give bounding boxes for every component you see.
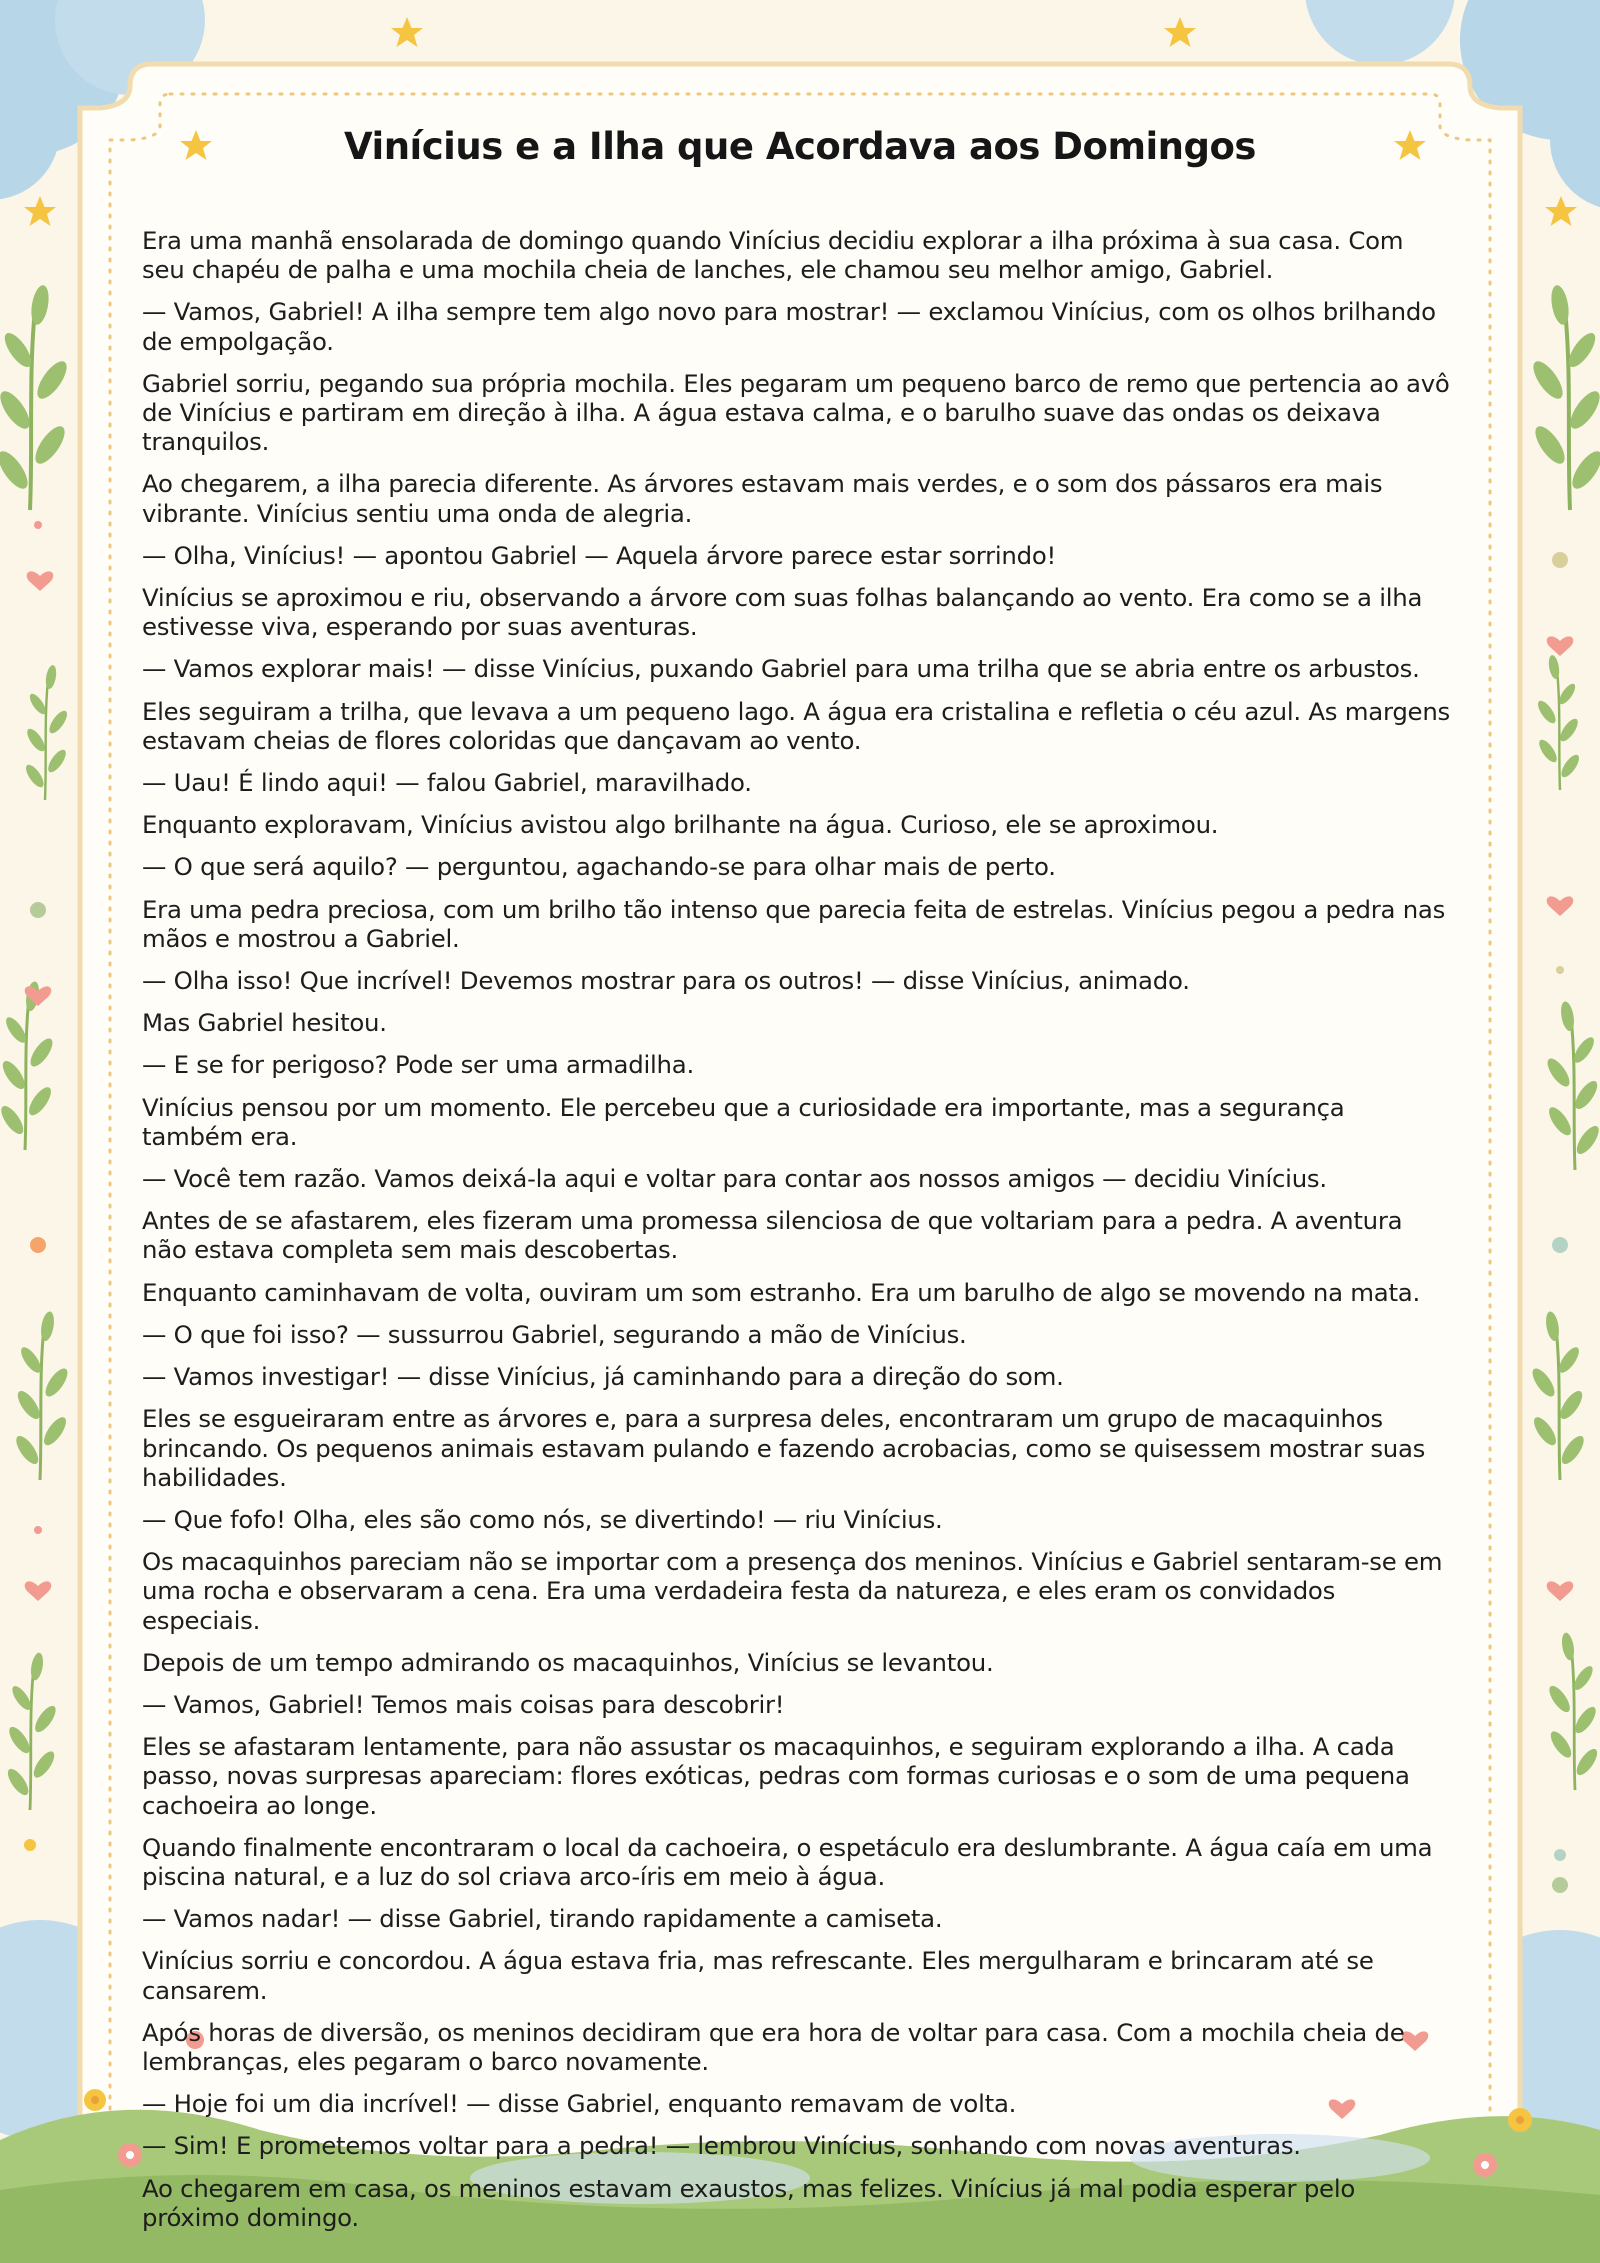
story-paragraph: Quando finalmente encontraram o local da cachoeira, o espetáculo era deslumbrante. A água caía em uma piscina natural, e a luz do sol criava arco-íris em meio à água.: [142, 1832, 1433, 1891]
story-paragraph: — Sim! E prometemos voltar para a pedra! — lembrou Vinícius, sonhando com novas aventuras.: [142, 2131, 1301, 2161]
story-paragraph: Eles seguiram a trilha, que levava a um pequeno lago. A água era cristalina e refletia o céu azul. As margens estavam cheias de flores coloridas que dançavam ao vento.: [142, 696, 1450, 755]
story-paragraph: — Vamos, Gabriel! Temos mais coisas para descobrir!: [142, 1689, 785, 1719]
story-body: [142, 226, 1452, 2245]
story-paragraph: — Vamos explorar mais! — disse Vinícius, puxando Gabriel para uma trilha que se abria entre os arbustos.: [142, 654, 1420, 684]
story-paragraph: — Olha isso! Que incrível! Devemos mostrar para os outros! — disse Vinícius, animado.: [142, 966, 1190, 996]
story-paragraph: Os macaquinhos pareciam não se importar com a presença dos meninos. Vinícius e Gabriel sentaram-se em uma rocha e observaram a cena. Era uma verdadeira festa da natureza, e eles eram os convidados especiais.: [142, 1547, 1443, 1635]
story-paragraph: Vinícius pensou por um momento. Ele percebeu que a curiosidade era importante, mas a segurança também era.: [142, 1092, 1345, 1151]
story-paragraph: — Uau! É lindo aqui! — falou Gabriel, maravilhado.: [142, 768, 752, 798]
story-paragraph: Era uma pedra preciosa, com um brilho tão intenso que parecia feita de estrelas. Vinícius pegou a pedra nas mãos e mostrou a Gabriel.: [142, 894, 1446, 953]
leaves-right: [1528, 284, 1600, 1790]
story-paragraph: Vinícius sorriu e concordou. A água estava fria, mas refrescante. Eles mergulharam e brincaram até se cansarem.: [142, 1946, 1374, 2005]
story-paragraph: Antes de se afastarem, eles fizeram uma promessa silenciosa de que voltariam para a pedra. A aventura não estava completa sem mais descobertas.: [142, 1206, 1403, 1265]
story-paragraph: — Vamos investigar! — disse Vinícius, já caminhando para a direção do som.: [142, 1362, 1064, 1392]
story-paragraph: Enquanto caminhavam de volta, ouviram um som estranho. Era um barulho de algo se movendo na mata.: [142, 1277, 1420, 1307]
story-title: Vinícius e a Ilha que Acordava aos Domingos: [344, 125, 1256, 168]
story-paragraph: Após horas de diversão, os meninos decidiram que era hora de voltar para casa. Com a mochila cheia de lembranças, eles pegaram o barco novamente.: [142, 2017, 1405, 2076]
story-paragraph: — Olha, Vinícius! — apontou Gabriel — Aquela árvore parece estar sorrindo!: [142, 540, 1057, 570]
story-paragraph: — Vamos, Gabriel! A ilha sempre tem algo novo para mostrar! — exclamou Vinícius, com os olhos brilhando de empolgação.: [142, 297, 1436, 356]
story-paragraph: Gabriel sorriu, pegando sua própria mochila. Eles pegaram um pequeno barco de remo que pertencia ao avô de Vinícius e partiram em direção à ilha. A água estava calma, e o barulho suave das ondas os deixava tranquilos.: [142, 368, 1450, 457]
story-paragraph: — O que foi isso? — sussurrou Gabriel, segurando a mão de Vinícius.: [142, 1319, 967, 1349]
story-paragraph: Mas Gabriel hesitou.: [142, 1008, 387, 1038]
story-paragraph: — O que será aquilo? — perguntou, agachando-se para olhar mais de perto.: [142, 852, 1056, 882]
story-paragraph: Eles se esgueiraram entre as árvores e, para a surpresa deles, encontraram um grupo de macaquinhos brincando. Os pequenos animais estavam pulando e fazendo acrobacias, como se quisessem mostrar suas habilidades.: [142, 1404, 1426, 1492]
story-paragraph: Eles se afastaram lentamente, para não assustar os macaquinhos, e seguiram explorando a ilha. A cada passo, novas surpresas apareciam: flores exóticas, pedras com formas curiosas e o som de uma pequena cachoeira ao longe.: [142, 1732, 1410, 1820]
leaves-left: [0, 284, 72, 1810]
story-paragraph: Depois de um tempo admirando os macaquinhos, Vinícius se levantou.: [142, 1647, 994, 1677]
story-paragraph: Era uma manhã ensolarada de domingo quando Vinícius decidiu explorar a ilha próxima à sua casa. Com seu chapéu de palha e uma mochila cheia de lanches, ele chamou seu melhor amigo, Gabriel.: [142, 226, 1404, 285]
story-paragraph: — E se for perigoso? Pode ser uma armadilha.: [142, 1050, 694, 1080]
story-paragraph: — Vamos nadar! — disse Gabriel, tirando rapidamente a camiseta.: [142, 1904, 943, 1934]
story-paragraph: — Você tem razão. Vamos deixá-la aqui e voltar para contar aos nossos amigos — decidiu Vinícius.: [142, 1164, 1327, 1194]
story-paragraph: Enquanto exploravam, Vinícius avistou algo brilhante na água. Curioso, ele se aproximou.: [142, 810, 1219, 840]
story-paragraph: Ao chegarem em casa, os meninos estavam exaustos, mas felizes. Vinícius já mal podia esperar pelo próximo domingo.: [142, 2173, 1356, 2232]
story-paragraph: Ao chegarem, a ilha parecia diferente. As árvores estavam mais verdes, e o som dos pássaros era mais vibrante. Vinícius sentiu uma onda de alegria.: [142, 469, 1383, 528]
story-paragraph: — Hoje foi um dia incrível! — disse Gabriel, enquanto remavam de volta.: [142, 2089, 1017, 2119]
story-paragraph: Vinícius se aproximou e riu, observando a árvore com suas folhas balançando ao vento. Era como se a ilha estivesse viva, esperando por suas aventuras.: [142, 583, 1423, 642]
story-paragraph: — Que fofo! Olha, eles são como nós, se divertindo! — riu Vinícius.: [142, 1504, 943, 1534]
